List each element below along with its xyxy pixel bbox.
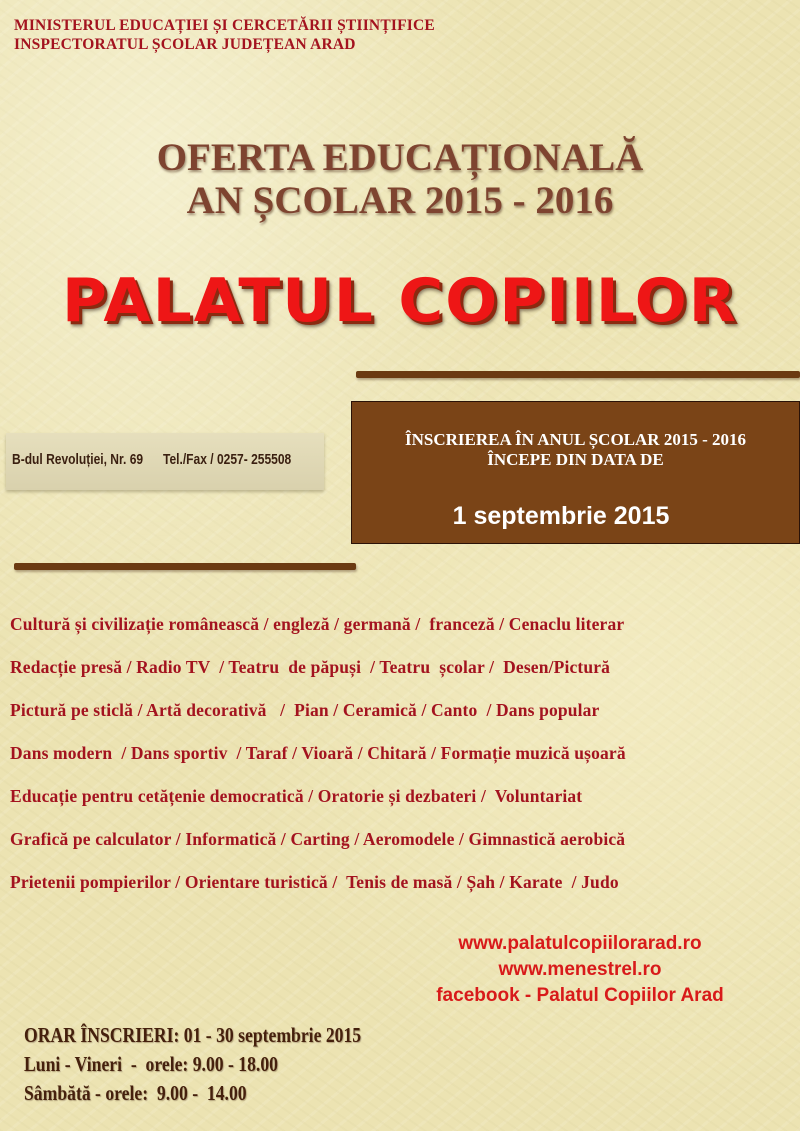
facebook-link[interactable]: facebook - Palatul Copiilor Arad [436,985,724,1006]
activity-line: Grafică pe calculator / Informatică / Carting / Aeromodele / Gimnastică aerobică [10,829,626,849]
address-text: B-dul Revoluției, Nr. 69 [12,452,144,468]
schedule-line1: ORAR ÎNSCRIERI: 01 - 30 septembrie 2015 [24,1023,362,1047]
offer-title-line1: OFERTA EDUCAȚIONALĂ [156,136,644,179]
contact-line [12,452,291,468]
phone-text: Tel./Fax / 0257- 255508 [162,452,292,468]
website-link[interactable]: www.palatulcopiilorarad.ro [458,933,702,954]
ministry-header [14,16,435,54]
schedule-line2: Luni - Vineri - orele: 9.00 - 18.00 [24,1052,278,1076]
menestrel-link[interactable]: www.menestrel.ro [498,959,662,980]
enrollment-line1: ÎNSCRIEREA ÎN ANUL ȘCOLAR 2015 - 2016 [404,430,746,449]
activity-line: Dans modern / Dans sportiv / Taraf / Vioară / Chitară / Formație muzică ușoară [10,743,626,763]
activity-line: Prietenii pompierilor / Orientare turistică / Tenis de masă / Șah / Karate / Judo [10,872,619,892]
activity-line: Cultură și civilizație românească / engleză / germană / franceză / Cenaclu literar [10,614,625,634]
activity-line: Pictură pe sticlă / Artă decorativă / Pian / Ceramică / Canto / Dans popular [10,700,600,720]
ministry-name: MINISTERUL EDUCAȚIEI ȘI CERCETĂRII ȘTIINȚIFICE [14,17,435,34]
schedule-line3: Sâmbătă - orele: 9.00 - 14.00 [24,1081,247,1105]
enrollment-date: 1 septembrie 2015 [452,502,670,530]
inspectorate-name: INSPECTORATUL ȘCOLAR JUDEȚEAN ARAD [14,36,356,53]
offer-title-line2: AN ȘCOLAR 2015 - 2016 [186,179,614,222]
enrollment-line2: ÎNCEPE DIN DATA DE [487,450,664,469]
activity-line: Redacție presă / Radio TV / Teatru de păpuși / Teatru școlar / Desen/Pictură [10,657,611,677]
divider-top [356,371,800,378]
institution-title: PALATUL COPIILOR [62,266,738,336]
activity-line: Educație pentru cetățenie democratică / Oratorie și dezbateri / Voluntariat [10,786,583,806]
divider-bottom [14,563,356,570]
